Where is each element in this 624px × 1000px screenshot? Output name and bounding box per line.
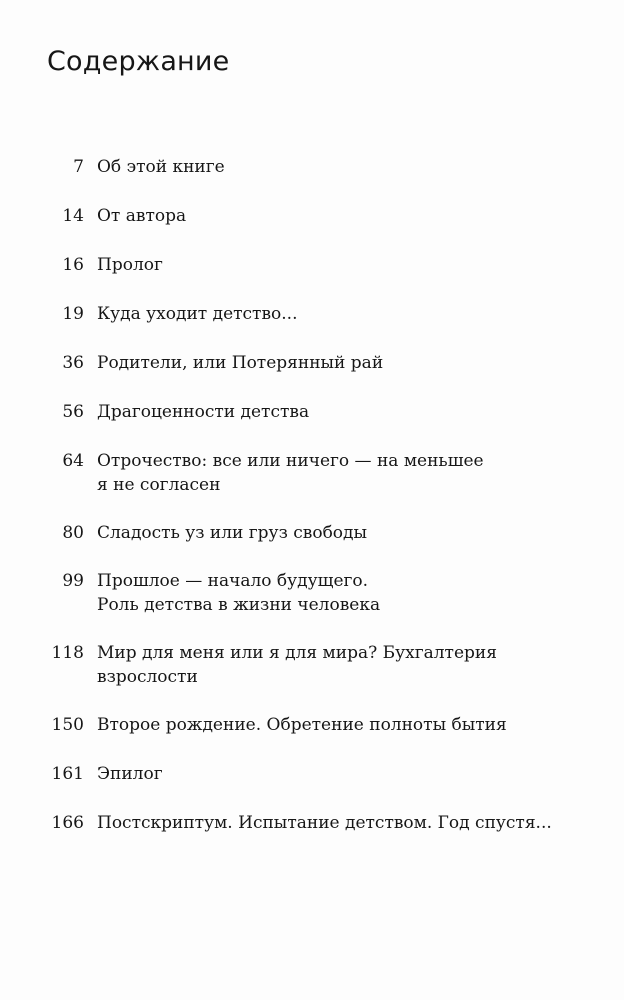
- toc-entry-title-line: Роль детства в жизни человека: [97, 595, 381, 615]
- toc-entry-title: [97, 641, 567, 689]
- toc-entry-title-line: Куда уходит детство...: [97, 304, 298, 324]
- toc-page-number: 56: [62, 402, 84, 422]
- toc-entry: [0, 521, 624, 545]
- toc-entry-title: [97, 302, 567, 326]
- toc-entry-title-line: Драгоценности детства: [97, 402, 310, 422]
- toc-entry-title: [97, 155, 567, 179]
- toc-entry-title-line: Мир для меня или я для мира? Бухгалтерия: [97, 643, 497, 663]
- toc-entry-title-line: я не согласен: [97, 475, 221, 495]
- toc-entry: [0, 641, 624, 689]
- page-title: Содержание: [47, 46, 230, 77]
- toc-page-number: 161: [51, 764, 84, 784]
- toc-entry: [0, 155, 624, 179]
- toc-page-number: 36: [62, 353, 84, 373]
- toc-entry-title: [97, 351, 567, 375]
- toc-entry-title-line: Отрочество: все или ничего — на меньшее: [97, 451, 484, 471]
- toc-entry: [0, 762, 624, 786]
- toc-entry-title-line: взрослости: [97, 667, 198, 687]
- toc-entry-title-line: Прошлое — начало будущего.: [97, 571, 369, 591]
- toc-entry: [0, 400, 624, 424]
- toc-entry-title-line: Постскриптум. Испытание детством. Год спустя...: [97, 813, 552, 833]
- toc-page-number: 80: [62, 523, 84, 543]
- toc-entry: [0, 302, 624, 326]
- toc-entry: [0, 351, 624, 375]
- toc-page-number: 7: [73, 157, 84, 177]
- toc-entry: [0, 253, 624, 277]
- toc-entry-title: [97, 713, 567, 737]
- toc-entry-title-line: От автора: [97, 206, 187, 226]
- toc-entry-title-line: Второе рождение. Обретение полноты бытия: [97, 715, 507, 735]
- toc-page-number: 64: [62, 451, 84, 471]
- toc-entry-title-line: Об этой книге: [97, 157, 225, 177]
- toc-entry: [0, 713, 624, 737]
- toc-entry-title: [97, 449, 567, 497]
- toc-page-number: 19: [62, 304, 84, 324]
- toc-page-number: 150: [51, 715, 84, 735]
- toc-entry-title: [97, 204, 567, 228]
- toc-page-number: 118: [51, 643, 84, 663]
- toc-entry-title-line: Родители, или Потерянный рай: [97, 353, 384, 373]
- toc-entry-title-line: Пролог: [97, 255, 163, 275]
- toc-entry-title-line: Эпилог: [97, 764, 163, 784]
- toc-entry: [0, 449, 624, 497]
- toc-entry-title-line: Сладость уз или груз свободы: [97, 523, 368, 543]
- toc-entry: [0, 811, 624, 835]
- toc-entry-title: [97, 762, 567, 786]
- toc-page-number: 166: [51, 813, 84, 833]
- toc-page-number: 99: [62, 571, 84, 591]
- toc-entry-title: [97, 253, 567, 277]
- toc-entry: [0, 204, 624, 228]
- toc-entry: [0, 569, 624, 617]
- toc-entry-title: [97, 811, 567, 835]
- toc-entry-title: [97, 400, 567, 424]
- toc-page-number: 14: [62, 206, 84, 226]
- toc-page-number: 16: [62, 255, 84, 275]
- toc-entry-title: [97, 569, 567, 617]
- table-of-contents: [0, 155, 624, 835]
- toc-entry-title: [97, 521, 567, 545]
